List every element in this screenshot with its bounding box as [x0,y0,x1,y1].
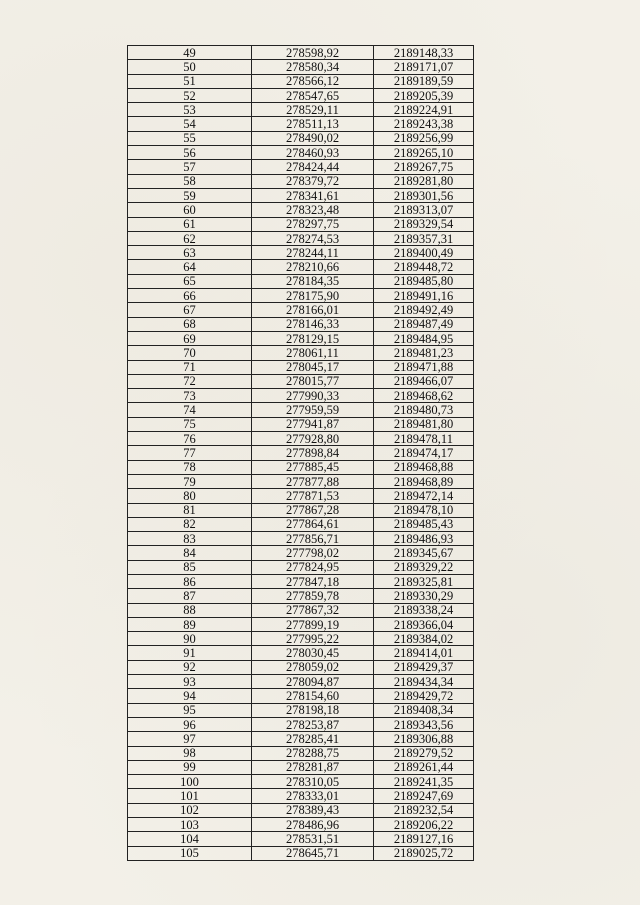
y-coordinate-cell: 2189261,44 [374,760,474,774]
table-row [128,303,474,317]
x-coordinate-cell: 278166,01 [252,303,374,317]
x-coordinate-cell: 278059,02 [252,660,374,674]
point-number-cell: 51 [128,74,252,88]
y-coordinate-cell: 2189329,22 [374,560,474,574]
point-number-cell: 65 [128,274,252,288]
table-row [128,703,474,717]
x-coordinate-cell: 277885,45 [252,460,374,474]
y-coordinate-cell: 2189484,95 [374,331,474,345]
y-coordinate-cell: 2189491,16 [374,289,474,303]
y-coordinate-cell: 2189247,69 [374,789,474,803]
y-coordinate-cell: 2189338,24 [374,603,474,617]
x-coordinate-cell: 278030,45 [252,646,374,660]
x-coordinate-cell: 278154,60 [252,689,374,703]
table-row [128,103,474,117]
y-coordinate-cell: 2189434,34 [374,675,474,689]
x-coordinate-cell: 278285,41 [252,732,374,746]
x-coordinate-cell: 278531,51 [252,832,374,846]
x-coordinate-cell: 278460,93 [252,146,374,160]
x-coordinate-cell: 278175,90 [252,289,374,303]
y-coordinate-cell: 2189243,38 [374,117,474,131]
x-coordinate-cell: 278379,72 [252,174,374,188]
point-number-cell: 100 [128,775,252,789]
y-coordinate-cell: 2189414,01 [374,646,474,660]
table-row [128,374,474,388]
table-row [128,775,474,789]
point-number-cell: 78 [128,460,252,474]
y-coordinate-cell: 2189345,67 [374,546,474,560]
x-coordinate-cell: 278389,43 [252,803,374,817]
x-coordinate-cell: 278511,13 [252,117,374,131]
y-coordinate-cell: 2189171,07 [374,60,474,74]
y-coordinate-cell: 2189205,39 [374,88,474,102]
y-coordinate-cell: 2189279,52 [374,746,474,760]
point-number-cell: 91 [128,646,252,660]
y-coordinate-cell: 2189232,54 [374,803,474,817]
table-row [128,432,474,446]
y-coordinate-cell: 2189485,43 [374,517,474,531]
table-row [128,203,474,217]
point-number-cell: 93 [128,675,252,689]
x-coordinate-cell: 278244,11 [252,246,374,260]
table-row [128,389,474,403]
x-coordinate-cell: 278094,87 [252,675,374,689]
y-coordinate-cell: 2189306,88 [374,732,474,746]
table-row [128,803,474,817]
x-coordinate-cell: 278129,15 [252,331,374,345]
point-number-cell: 64 [128,260,252,274]
y-coordinate-cell: 2189127,16 [374,832,474,846]
point-number-cell: 88 [128,603,252,617]
point-number-cell: 67 [128,303,252,317]
point-number-cell: 102 [128,803,252,817]
x-coordinate-cell: 277856,71 [252,532,374,546]
x-coordinate-cell: 278490,02 [252,131,374,145]
x-coordinate-cell: 277990,33 [252,389,374,403]
point-number-cell: 95 [128,703,252,717]
point-number-cell: 97 [128,732,252,746]
y-coordinate-cell: 2189471,88 [374,360,474,374]
x-coordinate-cell: 278253,87 [252,717,374,731]
y-coordinate-cell: 2189468,88 [374,460,474,474]
x-coordinate-cell: 278310,05 [252,775,374,789]
y-coordinate-cell: 2189429,72 [374,689,474,703]
table-row [128,532,474,546]
table-row [128,760,474,774]
table-row [128,746,474,760]
x-coordinate-cell: 278297,75 [252,217,374,231]
y-coordinate-cell: 2189481,80 [374,417,474,431]
x-coordinate-cell: 277928,80 [252,432,374,446]
point-number-cell: 61 [128,217,252,231]
x-coordinate-cell: 277864,61 [252,517,374,531]
x-coordinate-cell: 278210,66 [252,260,374,274]
x-coordinate-cell: 278341,61 [252,188,374,202]
table-row [128,146,474,160]
point-number-cell: 86 [128,574,252,588]
table-row [128,188,474,202]
x-coordinate-cell: 278015,77 [252,374,374,388]
y-coordinate-cell: 2189466,07 [374,374,474,388]
x-coordinate-cell: 278486,96 [252,818,374,832]
point-number-cell: 85 [128,560,252,574]
table-row [128,460,474,474]
point-number-cell: 89 [128,617,252,631]
point-number-cell: 58 [128,174,252,188]
point-number-cell: 74 [128,403,252,417]
x-coordinate-cell: 278288,75 [252,746,374,760]
x-coordinate-cell: 277798,02 [252,546,374,560]
y-coordinate-cell: 2189474,17 [374,446,474,460]
x-coordinate-cell: 277871,53 [252,489,374,503]
table-row [128,403,474,417]
y-coordinate-cell: 2189206,22 [374,818,474,832]
table-row [128,517,474,531]
y-coordinate-cell: 2189429,37 [374,660,474,674]
y-coordinate-cell: 2189256,99 [374,131,474,145]
table-row [128,231,474,245]
point-number-cell: 49 [128,46,252,60]
table-row [128,560,474,574]
table-row [128,675,474,689]
y-coordinate-cell: 2189448,72 [374,260,474,274]
table-row [128,603,474,617]
point-number-cell: 59 [128,188,252,202]
point-number-cell: 76 [128,432,252,446]
x-coordinate-cell: 278323,48 [252,203,374,217]
table-row [128,717,474,731]
table-row [128,46,474,60]
table-row [128,660,474,674]
x-coordinate-cell: 277877,88 [252,474,374,488]
y-coordinate-cell: 2189357,31 [374,231,474,245]
table-row [128,117,474,131]
y-coordinate-cell: 2189265,10 [374,146,474,160]
x-coordinate-cell: 278598,92 [252,46,374,60]
point-number-cell: 104 [128,832,252,846]
point-number-cell: 60 [128,203,252,217]
y-coordinate-cell: 2189267,75 [374,160,474,174]
table-row [128,546,474,560]
point-number-cell: 98 [128,746,252,760]
x-coordinate-cell: 278333,01 [252,789,374,803]
table-row [128,789,474,803]
y-coordinate-cell: 2189485,80 [374,274,474,288]
table-row [128,317,474,331]
table-row [128,489,474,503]
table-row [128,289,474,303]
point-number-cell: 69 [128,331,252,345]
point-number-cell: 84 [128,546,252,560]
point-number-cell: 103 [128,818,252,832]
x-coordinate-cell: 278045,17 [252,360,374,374]
x-coordinate-cell: 278061,11 [252,346,374,360]
table-row [128,88,474,102]
y-coordinate-cell: 2189281,80 [374,174,474,188]
table-row [128,689,474,703]
x-coordinate-cell: 277824,95 [252,560,374,574]
y-coordinate-cell: 2189472,14 [374,489,474,503]
y-coordinate-cell: 2189492,49 [374,303,474,317]
x-coordinate-cell: 278281,87 [252,760,374,774]
point-number-cell: 71 [128,360,252,374]
x-coordinate-cell: 278198,18 [252,703,374,717]
point-number-cell: 77 [128,446,252,460]
y-coordinate-cell: 2189224,91 [374,103,474,117]
y-coordinate-cell: 2189400,49 [374,246,474,260]
table-row [128,160,474,174]
coordinates-table [127,45,474,861]
y-coordinate-cell: 2189025,72 [374,846,474,860]
table-row [128,331,474,345]
point-number-cell: 83 [128,532,252,546]
table-row [128,832,474,846]
table-row [128,246,474,260]
table-row [128,846,474,860]
point-number-cell: 75 [128,417,252,431]
y-coordinate-cell: 2189487,49 [374,317,474,331]
point-number-cell: 79 [128,474,252,488]
x-coordinate-cell: 278146,33 [252,317,374,331]
x-coordinate-cell: 278184,35 [252,274,374,288]
x-coordinate-cell: 277867,32 [252,603,374,617]
y-coordinate-cell: 2189486,93 [374,532,474,546]
point-number-cell: 68 [128,317,252,331]
y-coordinate-cell: 2189313,07 [374,203,474,217]
x-coordinate-cell: 277941,87 [252,417,374,431]
point-number-cell: 52 [128,88,252,102]
x-coordinate-cell: 277995,22 [252,632,374,646]
point-number-cell: 82 [128,517,252,531]
x-coordinate-cell: 278645,71 [252,846,374,860]
point-number-cell: 53 [128,103,252,117]
point-number-cell: 54 [128,117,252,131]
point-number-cell: 70 [128,346,252,360]
y-coordinate-cell: 2189408,34 [374,703,474,717]
x-coordinate-cell: 277847,18 [252,574,374,588]
table-row [128,346,474,360]
x-coordinate-cell: 278274,53 [252,231,374,245]
x-coordinate-cell: 278580,34 [252,60,374,74]
y-coordinate-cell: 2189189,59 [374,74,474,88]
point-number-cell: 90 [128,632,252,646]
y-coordinate-cell: 2189325,81 [374,574,474,588]
table-row [128,74,474,88]
point-number-cell: 81 [128,503,252,517]
y-coordinate-cell: 2189478,11 [374,432,474,446]
table-row [128,632,474,646]
table-row [128,589,474,603]
table-row [128,474,474,488]
x-coordinate-cell: 277899,19 [252,617,374,631]
y-coordinate-cell: 2189366,04 [374,617,474,631]
y-coordinate-cell: 2189301,56 [374,188,474,202]
point-number-cell: 57 [128,160,252,174]
point-number-cell: 92 [128,660,252,674]
point-number-cell: 105 [128,846,252,860]
point-number-cell: 87 [128,589,252,603]
table-row [128,60,474,74]
point-number-cell: 80 [128,489,252,503]
table-row [128,174,474,188]
y-coordinate-cell: 2189330,29 [374,589,474,603]
coordinates-table-body [128,46,474,861]
y-coordinate-cell: 2189241,35 [374,775,474,789]
point-number-cell: 62 [128,231,252,245]
point-number-cell: 101 [128,789,252,803]
x-coordinate-cell: 277867,28 [252,503,374,517]
x-coordinate-cell: 278424,44 [252,160,374,174]
point-number-cell: 96 [128,717,252,731]
table-row [128,503,474,517]
point-number-cell: 99 [128,760,252,774]
table-row [128,417,474,431]
point-number-cell: 73 [128,389,252,403]
y-coordinate-cell: 2189468,89 [374,474,474,488]
table-row [128,131,474,145]
point-number-cell: 50 [128,60,252,74]
point-number-cell: 56 [128,146,252,160]
x-coordinate-cell: 277898,84 [252,446,374,460]
table-row [128,274,474,288]
point-number-cell: 66 [128,289,252,303]
x-coordinate-cell: 278566,12 [252,74,374,88]
table-row [128,446,474,460]
y-coordinate-cell: 2189478,10 [374,503,474,517]
table-row [128,732,474,746]
table-row [128,574,474,588]
y-coordinate-cell: 2189384,02 [374,632,474,646]
table-row [128,217,474,231]
x-coordinate-cell: 278529,11 [252,103,374,117]
point-number-cell: 72 [128,374,252,388]
y-coordinate-cell: 2189468,62 [374,389,474,403]
x-coordinate-cell: 277859,78 [252,589,374,603]
y-coordinate-cell: 2189148,33 [374,46,474,60]
y-coordinate-cell: 2189329,54 [374,217,474,231]
table-row [128,818,474,832]
point-number-cell: 63 [128,246,252,260]
x-coordinate-cell: 278547,65 [252,88,374,102]
x-coordinate-cell: 277959,59 [252,403,374,417]
table-row [128,260,474,274]
point-number-cell: 94 [128,689,252,703]
table-row [128,617,474,631]
y-coordinate-cell: 2189343,56 [374,717,474,731]
table-row [128,360,474,374]
y-coordinate-cell: 2189481,23 [374,346,474,360]
y-coordinate-cell: 2189480,73 [374,403,474,417]
point-number-cell: 55 [128,131,252,145]
table-row [128,646,474,660]
